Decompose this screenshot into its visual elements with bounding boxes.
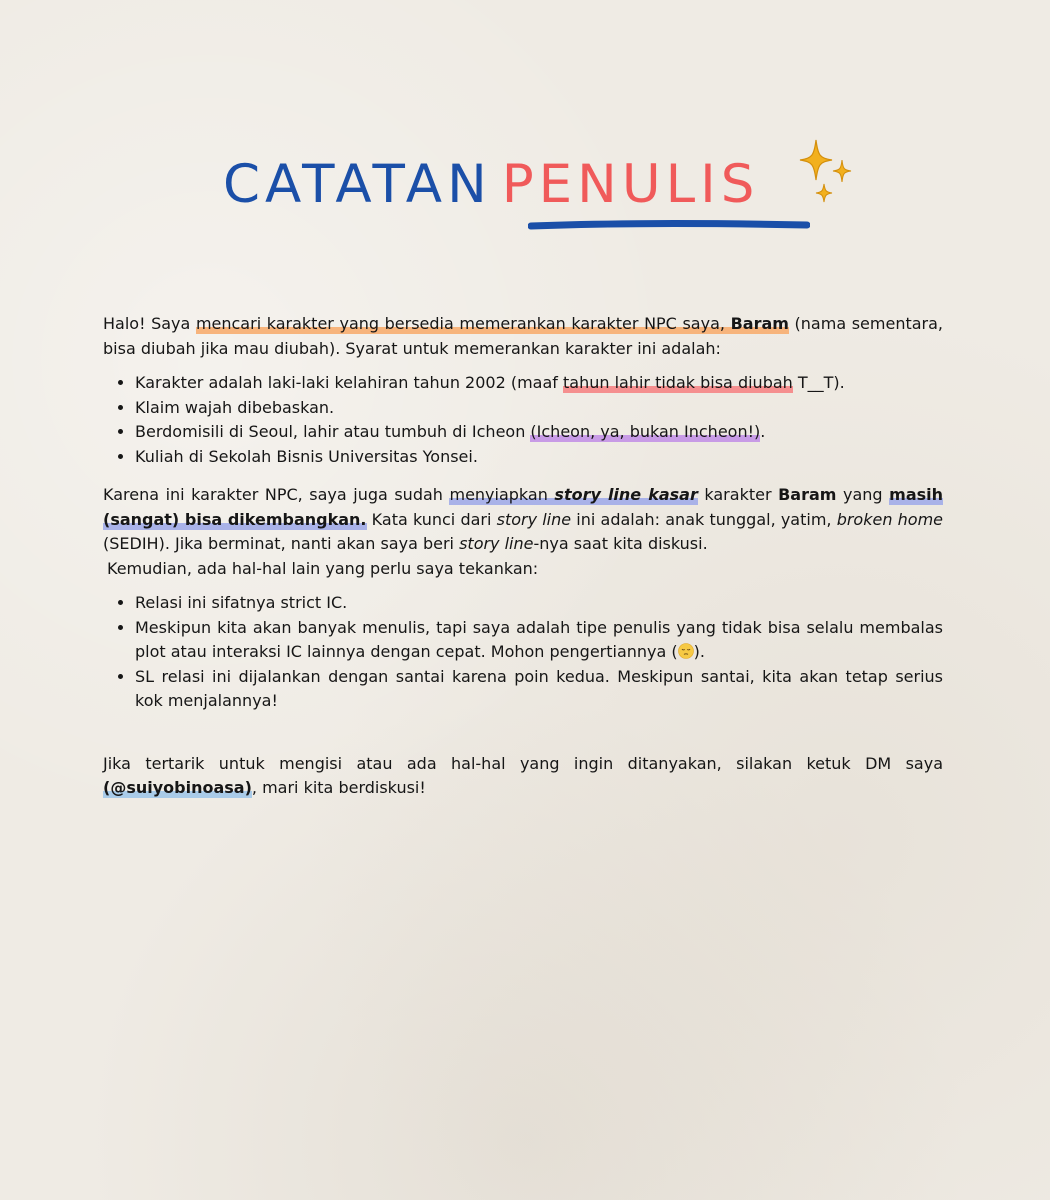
highlight-orange: mencari karakter yang bersedia memerankan karakter NPC saya, (195, 314, 731, 333)
title-word-penulis: PENULIS (501, 154, 760, 215)
title-underline (528, 220, 810, 230)
requirements-list (103, 371, 943, 469)
highlight-blue-developable: masih (sangat) bisa dikembangkan. (103, 485, 944, 529)
list-item: • Klaim wajah dibebaskan. (135, 396, 943, 421)
closing-paragraph: Jika tertarik untuk mengisi atau ada hal-hal yang ingin ditanyakan, silakan ketuk DM saya (@suiyobinoasa), mari kita berdiskusi! (103, 753, 943, 797)
sparkles-icon (798, 132, 858, 212)
list-item: • SL relasi ini dijalankan dengan santai karena poin kedua. Meskipun santai, kita akan tetap serius kok menjalannya! (135, 665, 943, 714)
list-item: • Berdomisili di Seoul, lahir atau tumbuh di Icheon (Icheon, ya, bukan Incheon!). (135, 420, 943, 445)
story-paragraph: Karena ini karakter NPC, saya juga sudah menyiapkan story line kasar karakter Baram yang masih (sangat) bisa dikembangkan. Kata kunci dari story line ini adalah: anak tunggal, yatim, broken home (SEDIH). Jika berminat, nanti akan saya beri story line-nya saat kita diskusi. (103, 485, 944, 553)
spacer (103, 728, 943, 752)
title-block (0, 150, 1050, 260)
author-notes (103, 312, 943, 801)
list-item: • Kuliah di Sekolah Bisnis Universitas Yonsei. (135, 445, 943, 470)
highlight-red: tahun lahir tidak bisa diubah (563, 373, 793, 392)
list-item: • Relasi ini sifatnya strict IC. (135, 591, 943, 616)
title-word-catatan: CATATAN (223, 154, 492, 215)
notes-list (103, 591, 943, 714)
dm-handle[interactable]: (@suiyobinoasa) (103, 778, 252, 797)
emphasis-intro: Kemudian, ada hal-hal lain yang perlu saya tekankan: (107, 558, 539, 578)
list-item: • Meskipun kita akan banyak menulis, tapi saya adalah tipe penulis yang tidak bisa selalu membalas plot atau interaksi IC lainnya dengan cepat. Mohon pengertiannya ( ). (135, 616, 943, 665)
list-item: • Karakter adalah laki-laki kelahiran tahun 2002 (maaf tahun lahir tidak bisa diubah T__T). (135, 371, 943, 396)
intro-paragraph: Halo! Saya mencari karakter yang bersedia memerankan karakter NPC saya, Baram (nama sementara, bisa diubah jika mau diubah). Syarat untuk memerankan karakter ini adalah: (103, 314, 944, 358)
character-name: Baram (730, 314, 789, 333)
pensive-face-icon (678, 643, 694, 659)
highlight-blue: menyiapkan story line kasar (449, 485, 698, 504)
highlight-purple: (Icheon, ya, bukan Incheon!) (530, 422, 761, 441)
page-title (223, 152, 759, 218)
